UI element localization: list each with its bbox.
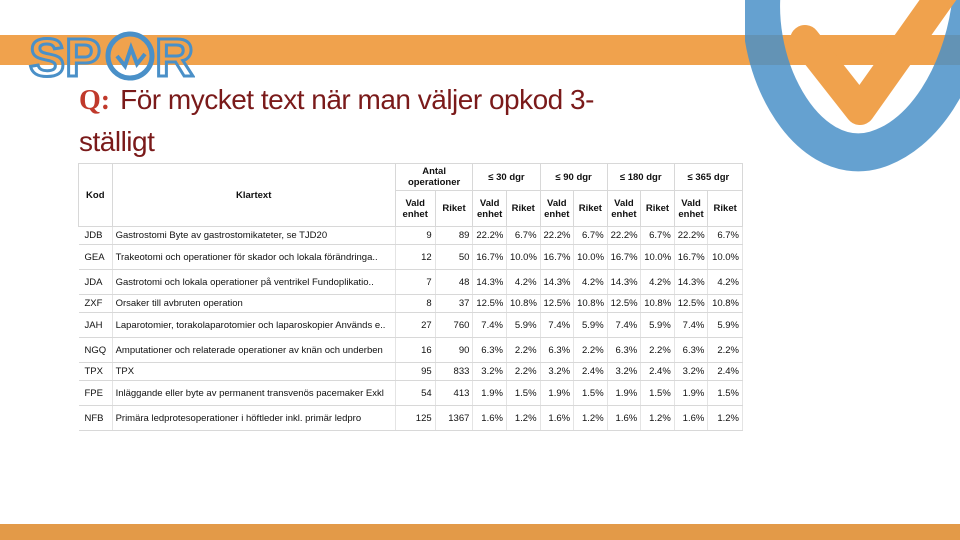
cell-value: 6.3%	[674, 338, 708, 363]
cell-value: 6.7%	[641, 227, 675, 245]
cell-value: 12.5%	[473, 295, 507, 313]
cell-value: 7.4%	[607, 313, 641, 338]
spor-logo	[25, 18, 195, 88]
table-row[interactable]	[79, 381, 743, 406]
cell-value: 9	[395, 227, 435, 245]
table-row[interactable]	[79, 313, 743, 338]
cell-value: 760	[435, 313, 473, 338]
subheader-vald[interactable]: Vald enhet	[607, 191, 641, 227]
table-row[interactable]	[79, 406, 743, 431]
cell-kod: NGQ	[79, 338, 113, 363]
cell-value: 2.4%	[574, 363, 608, 381]
cell-klartext: Inläggande eller byte av permanent transvenös pacemaker Exkl	[112, 381, 395, 406]
cell-kod: NFB	[79, 406, 113, 431]
group-header-90: ≤ 90 dgr	[540, 164, 607, 191]
table-row[interactable]	[79, 338, 743, 363]
cell-value: 12.5%	[607, 295, 641, 313]
cell-value: 14.3%	[540, 270, 574, 295]
cell-value: 3.2%	[674, 363, 708, 381]
cell-value: 5.9%	[574, 313, 608, 338]
cell-klartext: Trakeotomi och operationer för skador och lokala förändringa..	[112, 245, 395, 270]
cell-value: 2.2%	[506, 363, 540, 381]
cell-value: 7.4%	[473, 313, 507, 338]
cell-value: 10.0%	[574, 245, 608, 270]
cell-value: 16.7%	[540, 245, 574, 270]
cell-value: 2.2%	[574, 338, 608, 363]
subheader-vald[interactable]: Vald enhet	[395, 191, 435, 227]
cell-value: 22.2%	[540, 227, 574, 245]
cell-klartext: Gastrostomi Byte av gastrostomikateter, se TJD20	[112, 227, 395, 245]
cell-value: 3.2%	[473, 363, 507, 381]
cell-kod: FPE	[79, 381, 113, 406]
group-header-30: ≤ 30 dgr	[473, 164, 540, 191]
cell-value: 3.2%	[607, 363, 641, 381]
operations-table	[78, 163, 743, 431]
cell-value: 10.8%	[708, 295, 743, 313]
cell-value: 6.7%	[574, 227, 608, 245]
cell-value: 16	[395, 338, 435, 363]
cell-value: 14.3%	[473, 270, 507, 295]
cell-value: 37	[435, 295, 473, 313]
cell-value: 1.9%	[473, 381, 507, 406]
col-header-kod[interactable]: Kod	[79, 164, 113, 227]
cell-value: 2.2%	[708, 338, 743, 363]
cell-kod: JAH	[79, 313, 113, 338]
cell-value: 1.5%	[506, 381, 540, 406]
cell-value: 7	[395, 270, 435, 295]
cell-klartext: TPX	[112, 363, 395, 381]
subheader-vald[interactable]: Vald enhet	[473, 191, 507, 227]
cell-value: 1.6%	[540, 406, 574, 431]
cell-value: 22.2%	[473, 227, 507, 245]
slide-title	[79, 84, 594, 117]
cell-kod: GEA	[79, 245, 113, 270]
cell-value: 12.5%	[540, 295, 574, 313]
cell-value: 2.4%	[708, 363, 743, 381]
cell-value: 6.7%	[708, 227, 743, 245]
cell-value: 14.3%	[607, 270, 641, 295]
cell-value: 1.2%	[708, 406, 743, 431]
cell-value: 1.2%	[641, 406, 675, 431]
cell-value: 1.6%	[473, 406, 507, 431]
cell-value: 2.4%	[641, 363, 675, 381]
cell-value: 1.6%	[674, 406, 708, 431]
cell-value: 48	[435, 270, 473, 295]
col-header-klartext[interactable]: Klartext	[112, 164, 395, 227]
table-row[interactable]	[79, 270, 743, 295]
cell-value: 4.2%	[574, 270, 608, 295]
group-header-180: ≤ 180 dgr	[607, 164, 674, 191]
table-row[interactable]	[79, 227, 743, 245]
subheader-riket[interactable]: Riket	[506, 191, 540, 227]
cell-value: 12	[395, 245, 435, 270]
logo-text-left: SP	[29, 28, 102, 88]
cell-value: 413	[435, 381, 473, 406]
cell-value: 10.0%	[641, 245, 675, 270]
cell-value: 1.5%	[574, 381, 608, 406]
cell-value: 1.2%	[506, 406, 540, 431]
cell-value: 4.2%	[641, 270, 675, 295]
cell-value: 89	[435, 227, 473, 245]
cell-klartext: Orsaker till avbruten operation	[112, 295, 395, 313]
cell-kod: JDA	[79, 270, 113, 295]
footer-accent-bar	[0, 524, 960, 540]
subheader-riket[interactable]: Riket	[574, 191, 608, 227]
cell-value: 6.3%	[540, 338, 574, 363]
table-row[interactable]	[79, 245, 743, 270]
cell-value: 16.7%	[607, 245, 641, 270]
group-header-365: ≤ 365 dgr	[674, 164, 742, 191]
cell-value: 22.2%	[607, 227, 641, 245]
cell-value: 833	[435, 363, 473, 381]
cell-value: 1.5%	[641, 381, 675, 406]
cell-value: 22.2%	[674, 227, 708, 245]
cell-value: 16.7%	[473, 245, 507, 270]
cell-kod: JDB	[79, 227, 113, 245]
cell-kod: TPX	[79, 363, 113, 381]
cell-value: 6.7%	[506, 227, 540, 245]
cell-value: 4.2%	[708, 270, 743, 295]
operations-table-screenshot	[78, 163, 743, 467]
cell-value: 1.9%	[674, 381, 708, 406]
cell-klartext: Amputationer och relaterade operationer av knän och underben	[112, 338, 395, 363]
cell-value: 6.3%	[473, 338, 507, 363]
cell-value: 7.4%	[540, 313, 574, 338]
cell-value: 1.5%	[708, 381, 743, 406]
cell-value: 8	[395, 295, 435, 313]
cell-value: 90	[435, 338, 473, 363]
title-line-2: ställigt	[79, 126, 155, 157]
cell-value: 125	[395, 406, 435, 431]
table-row[interactable]	[79, 363, 743, 381]
subheader-vald[interactable]: Vald enhet	[540, 191, 574, 227]
cell-value: 1.2%	[574, 406, 608, 431]
logo-text-right: R	[155, 28, 194, 88]
cell-value: 3.2%	[540, 363, 574, 381]
cell-value: 10.0%	[708, 245, 743, 270]
subheader-riket[interactable]: Riket	[641, 191, 675, 227]
table-row[interactable]	[79, 295, 743, 313]
cell-value: 1.6%	[607, 406, 641, 431]
checkmark-logo-icon	[745, 0, 960, 180]
cell-klartext: Gastrotomi och lokala operationer på ventrikel Fundoplikatio..	[112, 270, 395, 295]
cell-value: 2.2%	[506, 338, 540, 363]
cell-value: 27	[395, 313, 435, 338]
cell-value: 50	[435, 245, 473, 270]
cell-value: 14.3%	[674, 270, 708, 295]
cell-value: 6.3%	[607, 338, 641, 363]
subheader-riket[interactable]: Riket	[435, 191, 473, 227]
cell-value: 10.8%	[506, 295, 540, 313]
cell-value: 5.9%	[708, 313, 743, 338]
cell-kod: ZXF	[79, 295, 113, 313]
subheader-riket[interactable]: Riket	[708, 191, 743, 227]
cell-value: 10.8%	[641, 295, 675, 313]
question-marker: Q:	[79, 85, 111, 116]
cell-value: 2.2%	[641, 338, 675, 363]
cell-value: 10.8%	[574, 295, 608, 313]
cell-value: 95	[395, 363, 435, 381]
cell-klartext: Laparotomier, torakolaparotomier och laparoskopier Används e..	[112, 313, 395, 338]
cell-value: 1.9%	[607, 381, 641, 406]
cell-value: 12.5%	[674, 295, 708, 313]
subheader-vald[interactable]: Vald enhet	[674, 191, 708, 227]
cell-value: 54	[395, 381, 435, 406]
cell-value: 1367	[435, 406, 473, 431]
cell-value: 5.9%	[506, 313, 540, 338]
cell-value: 5.9%	[641, 313, 675, 338]
group-header-antal: Antal operationer	[395, 164, 473, 191]
cell-value: 4.2%	[506, 270, 540, 295]
cell-klartext: Primära ledprotesoperationer i höftleder inkl. primär ledpro	[112, 406, 395, 431]
title-line-1: För mycket text när man väljer opkod 3-	[120, 84, 594, 115]
cell-value: 7.4%	[674, 313, 708, 338]
cell-value: 1.9%	[540, 381, 574, 406]
cell-value: 10.0%	[506, 245, 540, 270]
cell-value: 16.7%	[674, 245, 708, 270]
